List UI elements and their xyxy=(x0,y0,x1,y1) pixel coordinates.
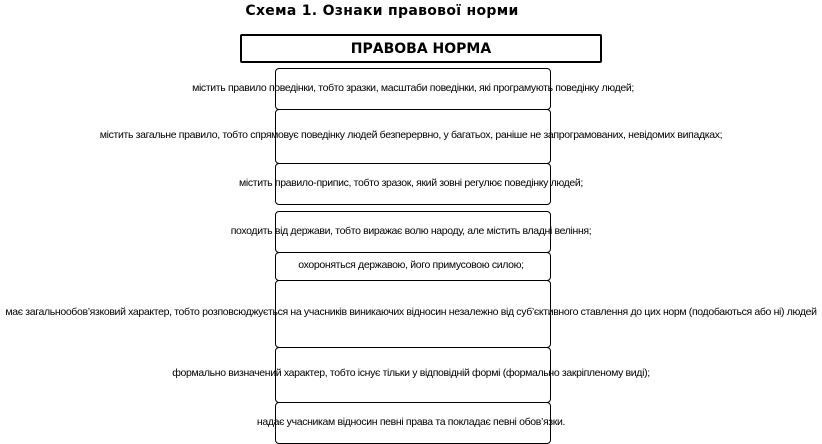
item-text-1: містить правило поведінки, тобто зразки, масштаби поведінки, які програмують поведінку людей; xyxy=(192,82,634,94)
item-text-7: формально визначений характер, тобто існує тільки у відповідній формі (формально закріпленому виді); xyxy=(172,367,650,379)
item-text-6: має загальнообов’язковий характер, тобто розповсюджується на учасників виникаючих відносин незалежно від суб’єктивного ставлення до цих норм (подобаються або ні) людей xyxy=(5,306,817,318)
item-text-2: містить загальне правило, тобто спрямовує поведінку людей безперервно, у багатьох, раніше не запрограмованих, невідомих випадках; xyxy=(99,129,723,141)
item-text-3: містить правило-припис, тобто зразок, який зовні регулює поведінку людей; xyxy=(238,177,584,189)
item-text-4: походить від держави, тобто виражає волю народу, але містить владні веління; xyxy=(230,225,592,237)
header-box xyxy=(240,34,602,63)
header-label: ПРАВОВА НОРМА xyxy=(350,40,492,57)
item-text-8: надає учасникам відносин певні права та покладає певні обов’язки. xyxy=(256,416,566,428)
diagram-title: Схема 1. Ознаки правової норми xyxy=(245,3,519,19)
item-text-5: охороняться державою, його примусовою силою; xyxy=(298,259,524,271)
